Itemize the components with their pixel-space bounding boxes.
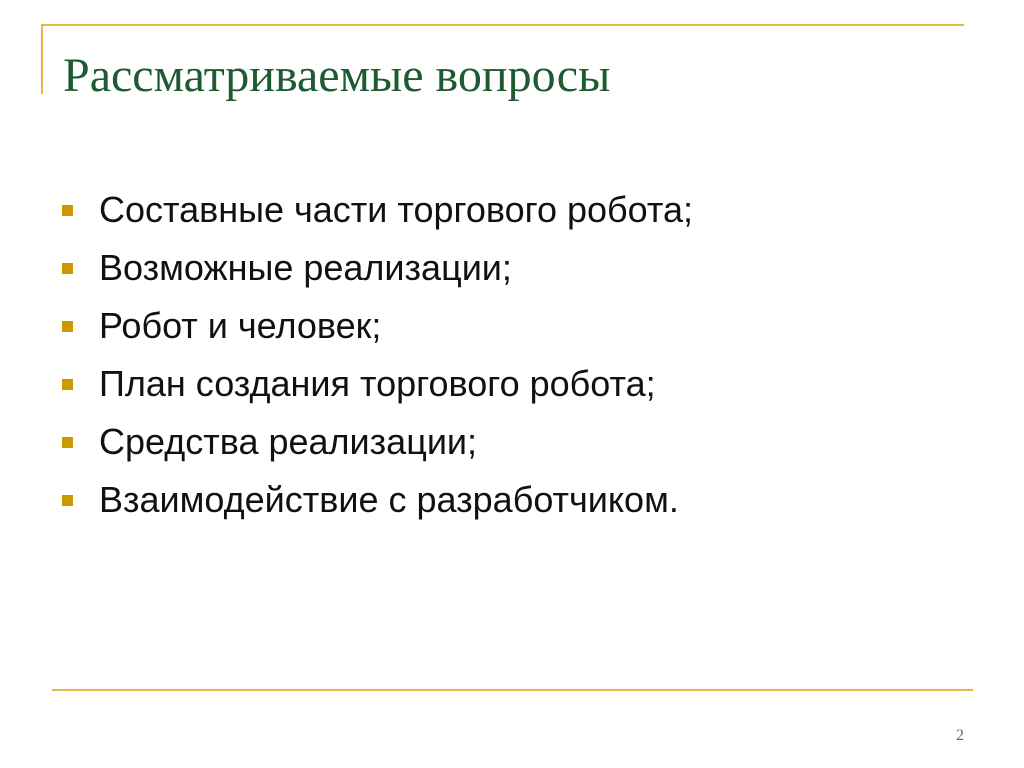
slide-title: Рассматриваемые вопросы xyxy=(63,49,611,102)
bullet-text: Взаимодействие с разработчиком. xyxy=(99,479,679,520)
page-number: 2 xyxy=(956,727,964,744)
bullet-list xyxy=(62,181,693,529)
footer-rule xyxy=(52,689,973,691)
bullet-text: План создания торгового робота; xyxy=(99,363,656,404)
square-bullet-icon xyxy=(62,321,73,332)
square-bullet-icon xyxy=(62,205,73,216)
bullet-item xyxy=(62,239,693,297)
bullet-text: Возможные реализации; xyxy=(99,247,512,288)
square-bullet-icon xyxy=(62,263,73,274)
bullet-text: Составные части торгового робота; xyxy=(99,189,693,230)
bullet-text: Средства реализации; xyxy=(99,421,478,462)
square-bullet-icon xyxy=(62,379,73,390)
bullet-item xyxy=(62,355,693,413)
frame-top-rule xyxy=(41,24,964,26)
bullet-item xyxy=(62,471,693,529)
square-bullet-icon xyxy=(62,495,73,506)
bullet-item xyxy=(62,181,693,239)
bullet-item xyxy=(62,413,693,471)
bullet-text: Робот и человек; xyxy=(99,305,382,346)
frame-left-rule xyxy=(41,24,43,94)
square-bullet-icon xyxy=(62,437,73,448)
bullet-item xyxy=(62,297,693,355)
